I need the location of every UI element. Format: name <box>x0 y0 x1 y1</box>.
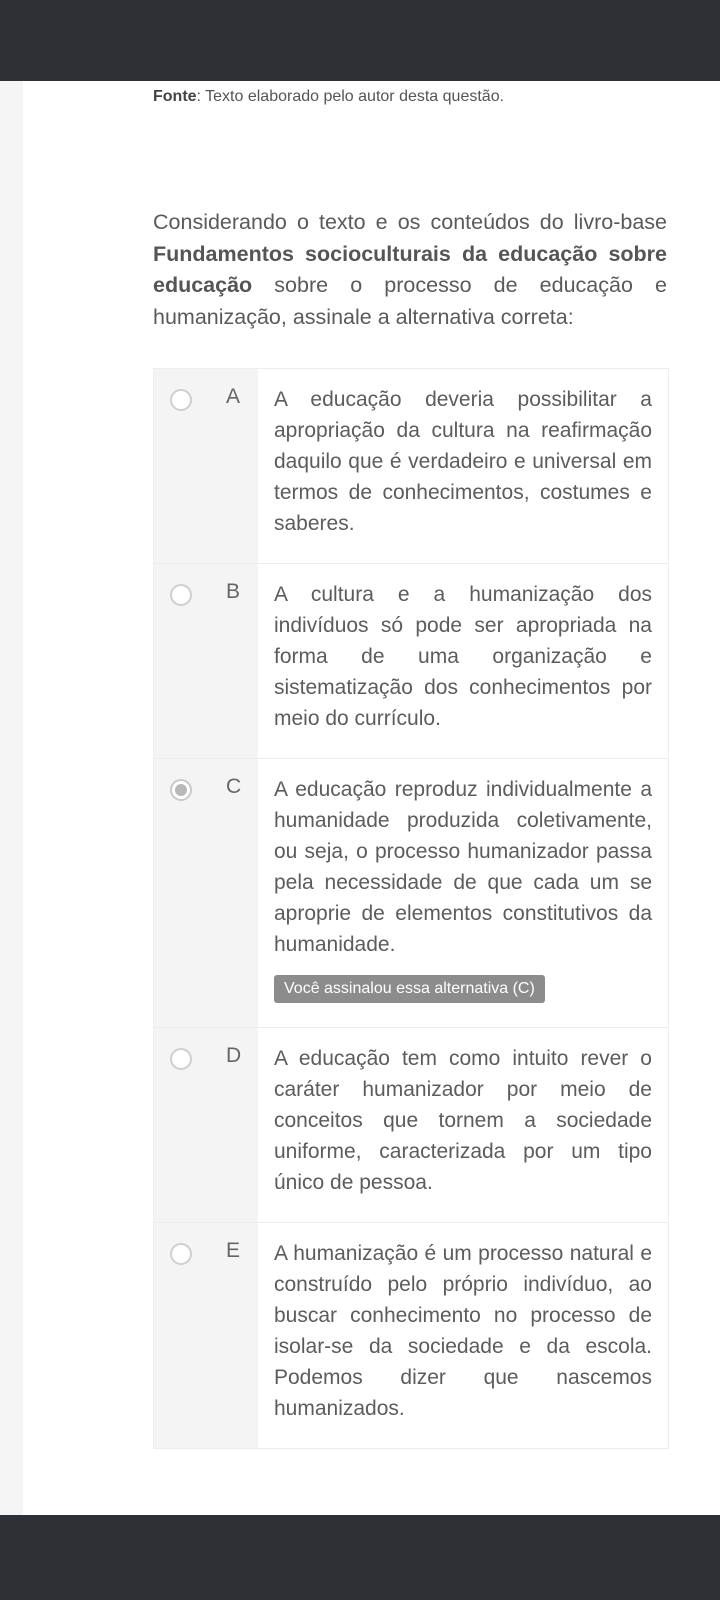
option-letter: A <box>226 385 241 408</box>
option-text-content: A educação tem como intuito rever o caráter humanizador por meio de conceitos que tornem a sociedade uniforme, caracterizada por um tipo único de pessoa. <box>274 1047 652 1194</box>
bottom-app-bar <box>0 1515 720 1600</box>
option-text-content: A humanização é um processo natural e construído pelo próprio indivíduo, ao buscar conhecimento no processo de isolar-se da sociedade e da escola. Podemos dizer que nascemos humanizados. <box>274 1242 652 1420</box>
question-intro: Considerando o texto e os conteúdos do livro-base <box>153 210 667 234</box>
option-selector[interactable] <box>154 369 258 563</box>
option-letter: D <box>226 1044 242 1067</box>
option-selector[interactable] <box>154 1223 258 1448</box>
option-text[interactable] <box>258 564 668 758</box>
option-text-content: A educação deveria possibilitar a apropriação da cultura na reafirmação daquilo que é verdadeiro e universal em termos de conhecimentos, costumes e saberes. <box>274 388 652 535</box>
option-b[interactable] <box>154 564 668 759</box>
option-text[interactable] <box>258 759 668 1027</box>
option-text-content: A educação reproduz individualmente a humanidade produzida coletivamente, ou seja, o processo humanizador passa pela necessidade de que cada um se aproprie de elementos constitutivos da humanidade. <box>274 778 652 956</box>
source-citation <box>153 88 504 106</box>
option-selector[interactable] <box>154 1028 258 1222</box>
option-letter: C <box>226 775 242 798</box>
top-app-bar <box>0 0 720 81</box>
option-selector[interactable] <box>154 564 258 758</box>
radio-button[interactable] <box>170 584 192 606</box>
option-a[interactable] <box>154 369 668 564</box>
radio-button[interactable] <box>170 389 192 411</box>
option-letter: B <box>226 580 241 603</box>
radio-button[interactable] <box>170 1048 192 1070</box>
source-label: Fonte <box>153 88 197 105</box>
option-text[interactable] <box>258 369 668 563</box>
selected-answer-badge: Você assinalou essa alternativa (C) <box>274 975 545 1003</box>
question-content <box>23 81 720 1515</box>
option-text[interactable] <box>258 1028 668 1222</box>
option-text[interactable] <box>258 1223 668 1448</box>
book-title: Fundamentos socioculturais da educação sobre educação <box>153 241 667 297</box>
radio-button[interactable] <box>170 1243 192 1265</box>
option-letter: E <box>226 1239 241 1262</box>
source-text: : Texto elaborado pelo autor desta questão. <box>196 88 505 105</box>
option-text-content: A cultura e a humanização dos indivíduos só pode ser apropriada na forma de uma organização e sistematização dos conhecimentos por meio do currículo. <box>274 583 652 730</box>
option-d[interactable] <box>154 1028 668 1223</box>
option-selector[interactable] <box>154 759 258 1027</box>
option-e[interactable] <box>154 1223 668 1448</box>
option-c[interactable] <box>154 759 668 1028</box>
options-list <box>153 368 669 1449</box>
question-rest: sobre o processo de educação e humanização, assinale a alternativa correta: <box>153 273 667 329</box>
radio-button-selected[interactable] <box>170 779 192 801</box>
question-statement <box>153 207 667 333</box>
